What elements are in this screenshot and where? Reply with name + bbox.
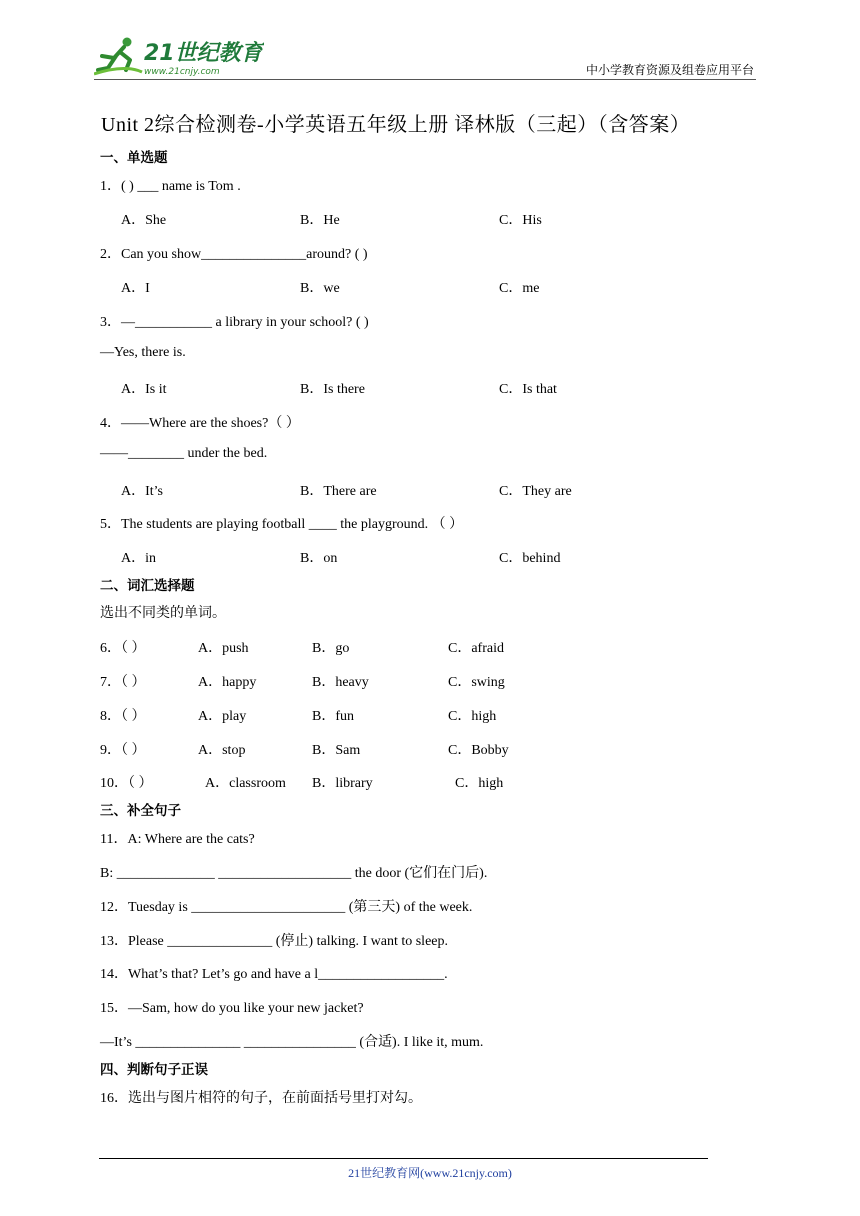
q9-option-b: B．Sam <box>312 743 361 758</box>
header-divider <box>94 79 756 80</box>
site-logo <box>94 34 264 80</box>
question-11-line2: B: ______________ ___________________ the door (它们在门后). <box>100 866 488 881</box>
section-heading-1: 一、单选题 <box>100 150 168 166</box>
q3-option-b: B．Is there <box>300 382 365 397</box>
q4-option-b: B．There are <box>300 484 377 499</box>
question-4: 4．——Where are the shoes?（ ） <box>100 416 300 431</box>
q10-option-c: C．high <box>455 776 504 791</box>
site-name: 中小学教育资源及组卷应用平台 <box>585 63 754 77</box>
q2-option-c: C．me <box>499 281 540 296</box>
q3-option-a: A．Is it <box>121 382 167 397</box>
q7-number: 7．（ ） <box>100 675 146 690</box>
q6-option-b: B．go <box>312 641 350 656</box>
question-1: 1．( ) ___ name is Tom . <box>100 179 241 194</box>
q6-number: 6．（ ） <box>100 641 146 656</box>
q2-option-a: A．I <box>121 281 150 296</box>
question-3: 3．—___________ a library in your school? ( ) <box>100 315 369 330</box>
q5-option-a: A．in <box>121 551 156 566</box>
q8-option-b: B．fun <box>312 709 354 724</box>
q1-option-b: B．He <box>300 213 340 228</box>
q6-option-a: A．push <box>198 641 249 656</box>
q5-option-c: C．behind <box>499 551 561 566</box>
q9-number: 9．（ ） <box>100 743 146 758</box>
q9-option-a: A．stop <box>198 743 246 758</box>
section-heading-4: 四、判断句子正误 <box>100 1062 208 1078</box>
q1-option-a: A．She <box>121 213 167 228</box>
question-11: 11．A: Where are the cats? <box>100 832 255 847</box>
q7-option-b: B．heavy <box>312 675 369 690</box>
footer-divider <box>99 1158 708 1159</box>
question-2: 2．Can you show_______________around? ( ) <box>100 247 368 262</box>
logo-url: www.21cnjy.com <box>144 67 220 77</box>
question-3-line2: —Yes, there is. <box>100 345 186 360</box>
section-heading-3: 三、补全句子 <box>100 803 181 819</box>
q10-option-a: A．classroom <box>205 776 286 791</box>
q4-option-c: C．They are <box>499 484 572 499</box>
section-heading-2: 二、词汇选择题 <box>100 578 195 594</box>
q6-option-c: C．afraid <box>448 641 504 656</box>
question-13: 13．Please _______________ (停止) talking. I want to sleep. <box>100 934 449 949</box>
q8-number: 8．（ ） <box>100 709 146 724</box>
question-14: 14．What’s that? Let’s go and have a l__________________. <box>100 967 448 982</box>
q8-option-a: A．play <box>198 709 247 724</box>
q10-number: 10．（ ） <box>100 776 153 791</box>
question-15: 15．—Sam, how do you like your new jacket? <box>100 1001 364 1016</box>
q3-option-c: C．Is that <box>499 382 557 397</box>
q7-option-a: A．happy <box>198 675 257 690</box>
section-2-instruction: 选出不同类的单词。 <box>100 606 226 621</box>
q1-option-c: C．His <box>499 213 542 228</box>
page-title: Unit 2综合检测卷-小学英语五年级上册 译林版（三起）（含答案） <box>101 114 691 136</box>
question-12: 12．Tuesday is ______________________ (第三天) of the week. <box>100 900 473 915</box>
q4-option-a: A．It’s <box>121 484 163 499</box>
question-16: 16．选出与图片相符的句子，在前面括号里打对勾。 <box>100 1091 422 1106</box>
q5-option-b: B．on <box>300 551 338 566</box>
q2-option-b: B．we <box>300 281 340 296</box>
logo-text: 21世纪教育 <box>144 41 263 66</box>
runner-icon <box>94 38 142 75</box>
q7-option-c: C．swing <box>448 675 505 690</box>
footer-text: 21世纪教育网(www.21cnjy.com) <box>348 1166 512 1180</box>
question-5: 5．The students are playing football ____ the playground. （ ） <box>100 517 464 532</box>
question-15-line2: —It’s _______________ ________________ (合适). I like it, mum. <box>100 1035 484 1050</box>
q10-option-b: B．library <box>312 776 373 791</box>
q9-option-c: C．Bobby <box>448 743 509 758</box>
question-4-line2: ——________ under the bed. <box>100 446 268 461</box>
q8-option-c: C．high <box>448 709 497 724</box>
